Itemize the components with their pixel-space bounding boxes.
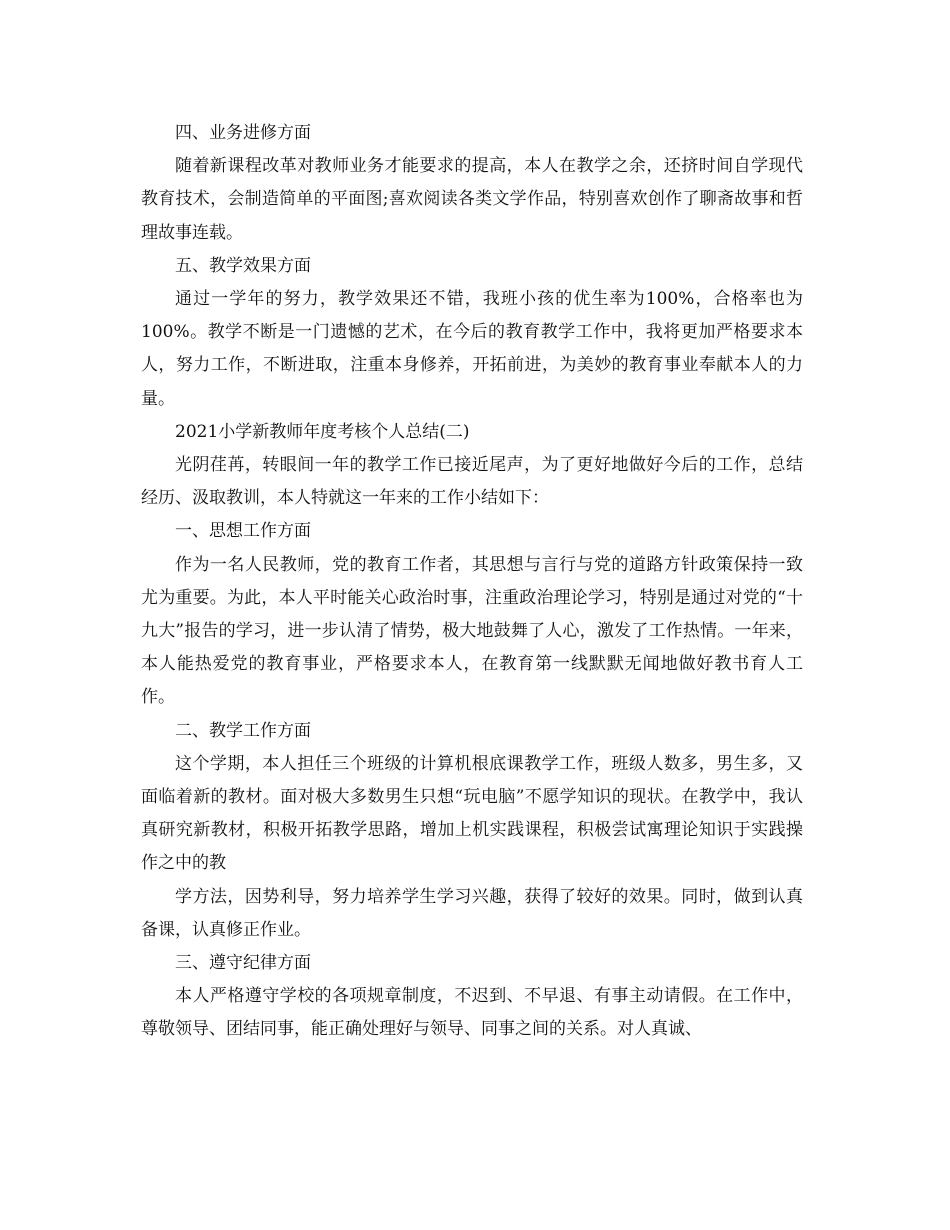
paragraph-teaching-work: 这个学期，本人担任三个班级的计算机根底课教学工作，班级人数多，男生多，又面临着新的教材。面对极大多数男生只想“玩电脑”不愿学知识的现状。在教学中，我认真研究新教材，积极开拓教学思路，增加上机实践课程，积极尝试寓理论知识于实践操作之中的教 <box>141 753 803 874</box>
paragraph-ideology: 作为一名人民教师，党的教育工作者，其思想与言行与党的道路方针政策保持一致尤为重要。为此，本人平时能关心政治时事，注重政治理论学习，特别是通过对党的“十九大”报告的学习，进一步认清了情势，极大地鼓舞了人心，激发了工作热情。一年来，本人能热爱党的教育事业，严格要求本人，在教育第一线默默无闻地做好教书育人工作。 <box>141 554 803 708</box>
section-heading-ideology: 一、思想工作方面 <box>175 521 311 542</box>
document-subtitle: 2021小学新教师年度考核个人总结(二) <box>175 421 470 442</box>
paragraph-professional-study: 随着新课程改革对教师业务才能要求的提高，本人在教学之余，还挤时间自学现代教育技术，会制造简单的平面图;喜欢阅读各类文学作品，特别喜欢创作了聊斋故事和哲理故事连载。 <box>141 156 803 243</box>
section-heading-teaching-work: 二、教学工作方面 <box>175 720 311 741</box>
paragraph-teaching-results: 通过一学年的努力，教学效果还不错，我班小孩的优生率为100%，合格率也为100%。教学不断是一门遗憾的艺术，在今后的教育教学工作中，我将更加严格要求本人，努力工作，不断进取，注重本身修养，开拓前进，为美妙的教育事业奉献本人的力量。 <box>141 289 803 409</box>
document-body <box>141 117 803 1047</box>
paragraph-teaching-work-continued: 学方法，因势利导，努力培养学生学习兴趣，获得了较好的效果。同时，做到认真备课，认真修正作业。 <box>141 886 803 940</box>
section-heading-professional-study: 四、业务进修方面 <box>175 123 311 143</box>
section-heading-teaching-results: 五、教学效果方面 <box>175 255 311 276</box>
section-heading-discipline: 三、遵守纪律方面 <box>175 953 311 974</box>
paragraph-discipline: 本人严格遵守学校的各项规章制度，不迟到、不早退、有事主动请假。在工作中，尊敬领导、团结同事，能正确处理好与领导、同事之间的关系。对人真诚、 <box>141 986 803 1040</box>
paragraph-introduction: 光阴荏苒，转眼间一年的教学工作已接近尾声，为了更好地做好今后的工作，总结经历、汲取教训，本人特就这一年来的工作小结如下： <box>141 455 803 509</box>
